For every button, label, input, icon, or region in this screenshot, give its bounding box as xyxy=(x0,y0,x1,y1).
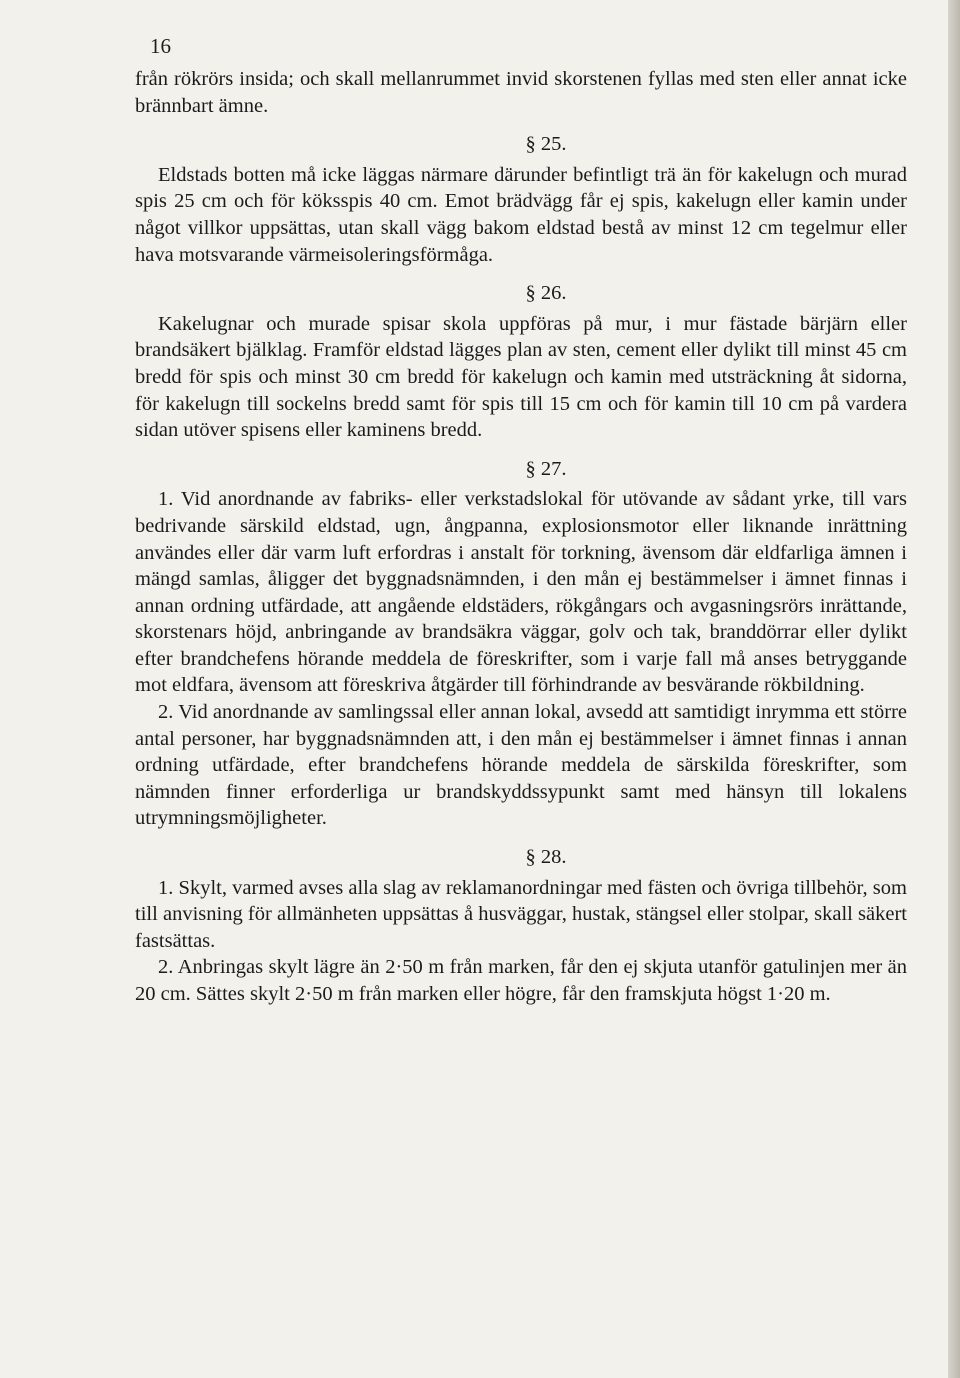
body-text xyxy=(135,66,907,1008)
page-number: 16 xyxy=(150,34,171,58)
section-heading-25: § 25. xyxy=(525,133,567,156)
section-heading-28: § 28. xyxy=(525,846,567,869)
section-heading-27: § 27. xyxy=(525,457,567,480)
paragraph: 2. Anbringas skylt lägre än 2·50 m från marken, får den ej skjuta utanför gatulinjen mer än 20 cm. Sättes skylt 2·50 m från marken eller högre, får den framskjuta högst 1·20 m. xyxy=(135,956,907,1005)
paragraph: Eldstads botten må icke läggas närmare därunder befintligt trä än för kakelugn och murad spis 25 cm och för köksspis 40 cm. Emot brädvägg får ej spis, kakelugn eller kamin under något villkor uppsättas, utan skall vägg bakom eldstad bestå av minst 12 cm tegelmur eller hava motsvarande värmeisoleringsförmåga. xyxy=(135,163,907,266)
section-heading-26: § 26. xyxy=(525,282,567,305)
paragraph: från rökrörs insida; och skall mellanrummet invid skorstenen fyllas med sten eller annat icke brännbart ämne. xyxy=(135,68,907,117)
paragraph: Kakelugnar och murade spisar skola uppföras på mur, i mur fästade bärjärn eller brandsäkert bjälklag. Framför eldstad lägges plan av sten, cement eller dylikt till minst 45 cm bredd för spis och minst 30 cm bredd för kakelugn och kamin med utsträckning åt sidorna, för kakelugn till sockelns bredd samt för spis till 15 cm och för kamin till 10 cm på vardera sidan utöver spisens eller kaminens bredd. xyxy=(135,312,907,442)
paragraph: 2. Vid anordnande av samlingssal eller annan lokal, avsedd att samtidigt inrymma ett större antal personer, har byggnadsnämnden att, i den mån ej bestämmelser i ämnet finnas i annan ordning utfärdade, efter brandchefens hörande meddela de särskilda föreskrifter, som nämnden finner erforderliga ur brandskyddssypunkt samt med hänsyn till lokalens utrymningsmöjligheter. xyxy=(135,701,907,830)
paragraph: 1. Skylt, varmed avses alla slag av reklamanordningar med fästen och övriga tillbehör, som till anvisning för allmänheten uppsättas å husväggar, hustak, stängsel eller stolpar, skall säkert fastsättas. xyxy=(135,876,907,952)
page-edge xyxy=(948,0,960,1378)
paragraph: 1. Vid anordnande av fabriks- eller verkstadslokal för utövande av sådant yrke, till vars bedrivande särskild eldstad, ugn, ångpanna, explosionsmotor eller liknande inrättning användes eller där varm luft erfordras i anstalt för torkning, ävensom där eldfarliga ämnen i mängd samlas, åligger det byggnadsnämnden, i den mån ej bestämmelser i ämnet finnas i annan ordning utfärdade, att angående eldstäders, rökgångars och avgasningsrörs inrättande, skorstenars höjd, anbringande av brandsäkra väggar, golv och tak, branddörrar eller dylikt efter brandchefens hörande meddela de föreskrifter, som i varje fall må anses betryggande mot eldfara, ävensom att föreskriva åtgärder till förhindrande av besvärande rökbildning. xyxy=(135,488,907,697)
